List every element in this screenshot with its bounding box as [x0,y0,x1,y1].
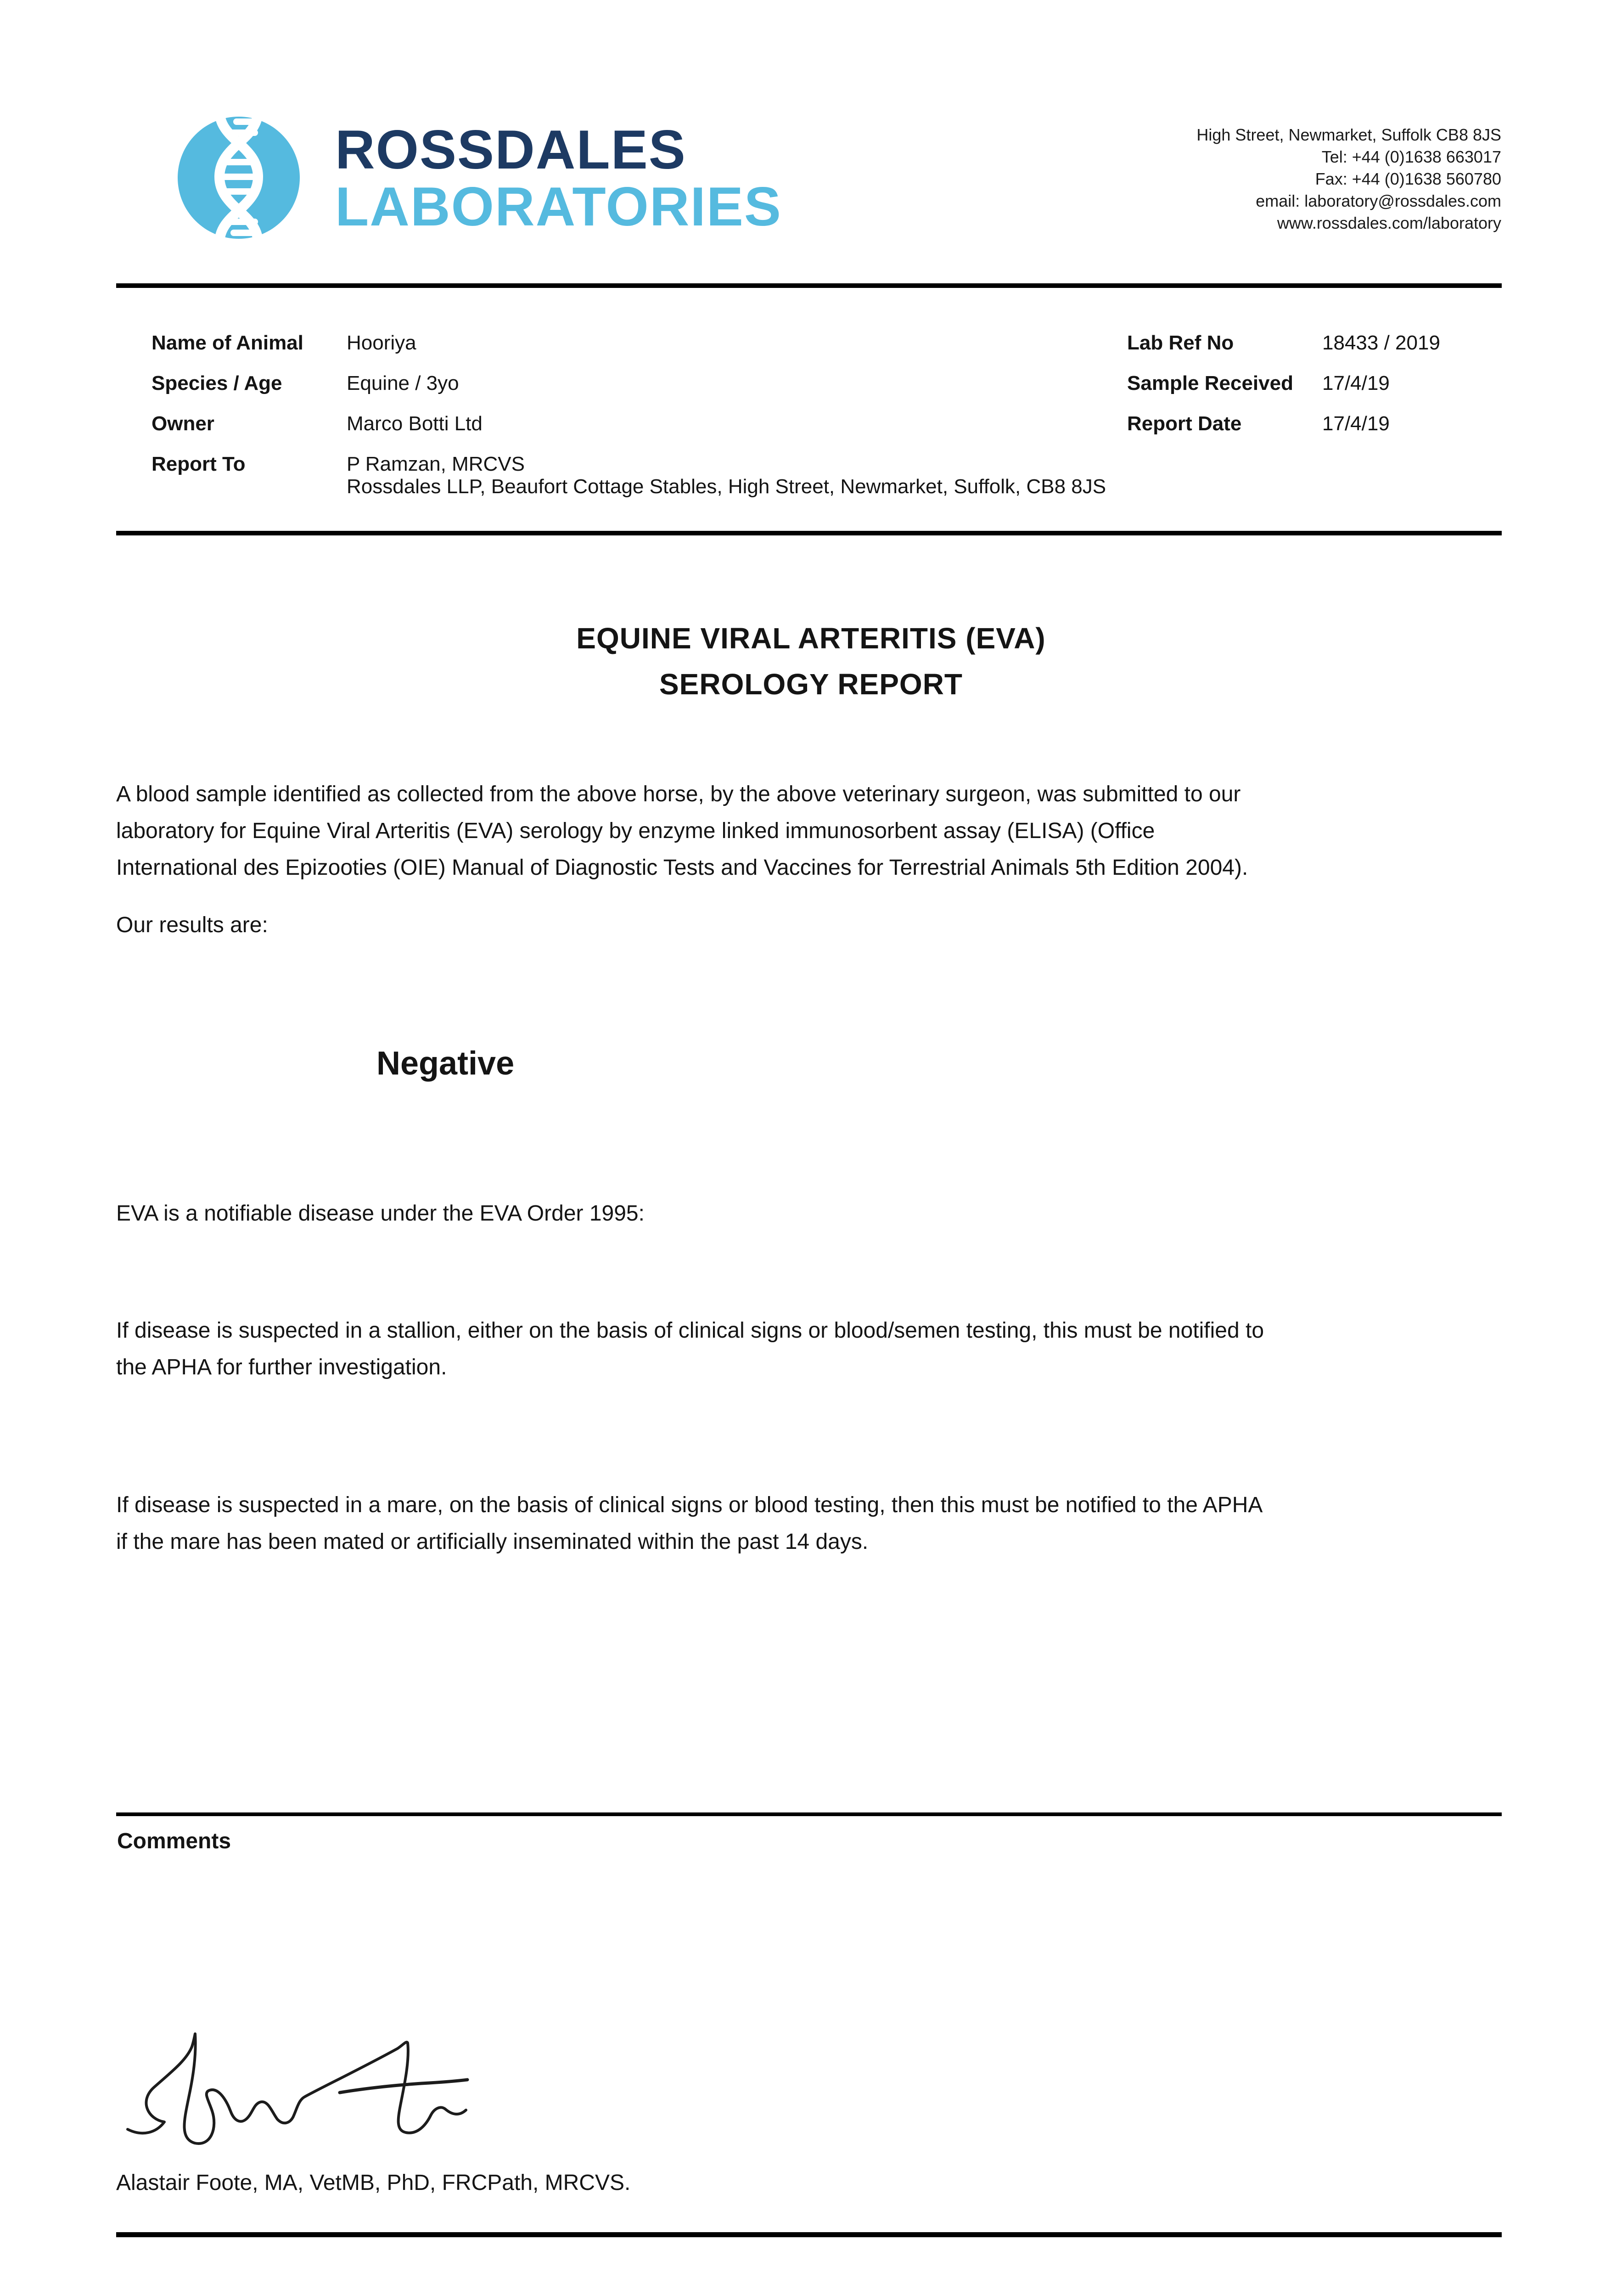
intro-line: A blood sample identified as collected from the above horse, by the above veterinary surgeon, was submitted to our [116,782,1241,806]
signatory-name: Alastair Foote, MA, VetMB, PhD, FRCPath, MRCVS. [116,2171,631,2195]
value-name-of-animal: Hooriya [347,332,416,354]
fax-line: Fax: +44 (0)1638 560780 [1315,169,1501,188]
result-value: Negative [376,1045,515,1082]
website-line: www.rossdales.com/laboratory [1277,214,1501,232]
stallion-line: If disease is suspected in a stallion, either on the basis of clinical signs or blood/semen testing, this must be notified to [116,1318,1264,1343]
signature-image [124,2030,473,2149]
details-divider [116,531,1502,535]
brand-name-laboratories: LABORATORIES [335,176,782,237]
mare-line: If disease is suspected in a mare, on the basis of clinical signs or blood testing, then this must be notified to the APHA [116,1493,1263,1517]
label-sample-received: Sample Received [1127,372,1293,394]
intro-line: International des Epizooties (OIE) Manual of Diagnostic Tests and Vaccines for Terrestrial Animals 5th Edition 2004). [116,855,1248,880]
value-owner: Marco Botti Ltd [347,412,483,435]
contact-address-block [1196,124,1501,234]
label-report-to: Report To [152,453,246,475]
value-report-date: 17/4/19 [1322,412,1390,435]
intro-line: laboratory for Equine Viral Arteritis (EVA) serology by enzyme linked immunosorbent assay (ELISA) (Office [116,819,1155,843]
notifiable-line: EVA is a notifiable disease under the EVA Order 1995: [116,1201,645,1226]
value-report-to: P Ramzan, MRCVS [347,453,525,475]
label-report-date: Report Date [1127,412,1242,435]
intro-paragraph [116,776,1248,886]
brand-name-rossdales: ROSSDALES [335,119,686,180]
email-line: email: laboratory@rossdales.com [1256,191,1501,210]
mare-line: if the mare has been mated or artificially inseminated within the past 14 days. [116,1530,869,1554]
mare-paragraph [116,1487,1263,1560]
value-sample-received: 17/4/19 [1322,372,1390,394]
dna-logo-icon [172,108,305,246]
tel-line: Tel: +44 (0)1638 663017 [1321,147,1501,166]
stallion-line: the APHA for further investigation. [116,1355,447,1379]
comments-divider [116,1812,1502,1816]
label-lab-ref-no: Lab Ref No [1127,332,1234,354]
footer-divider [116,2232,1502,2237]
label-name-of-animal: Name of Animal [152,332,303,354]
header-divider [116,283,1502,288]
address-line: High Street, Newmarket, Suffolk CB8 8JS [1196,125,1501,144]
stallion-paragraph [116,1312,1264,1386]
label-species-age: Species / Age [152,372,282,394]
report-title [0,615,1622,707]
results-intro: Our results are: [116,913,268,937]
label-owner: Owner [152,412,214,435]
value-lab-ref-no: 18433 / 2019 [1322,332,1440,354]
comments-heading: Comments [117,1829,231,1853]
report-title-line1: EQUINE VIRAL ARTERITIS (EVA) [576,622,1046,655]
value-species-age: Equine / 3yo [347,372,459,394]
report-title-line2: SEROLOGY REPORT [659,668,963,701]
value-report-to-address: Rossdales LLP, Beaufort Cottage Stables, High Street, Newmarket, Suffolk, CB8 8JS [347,475,1106,498]
